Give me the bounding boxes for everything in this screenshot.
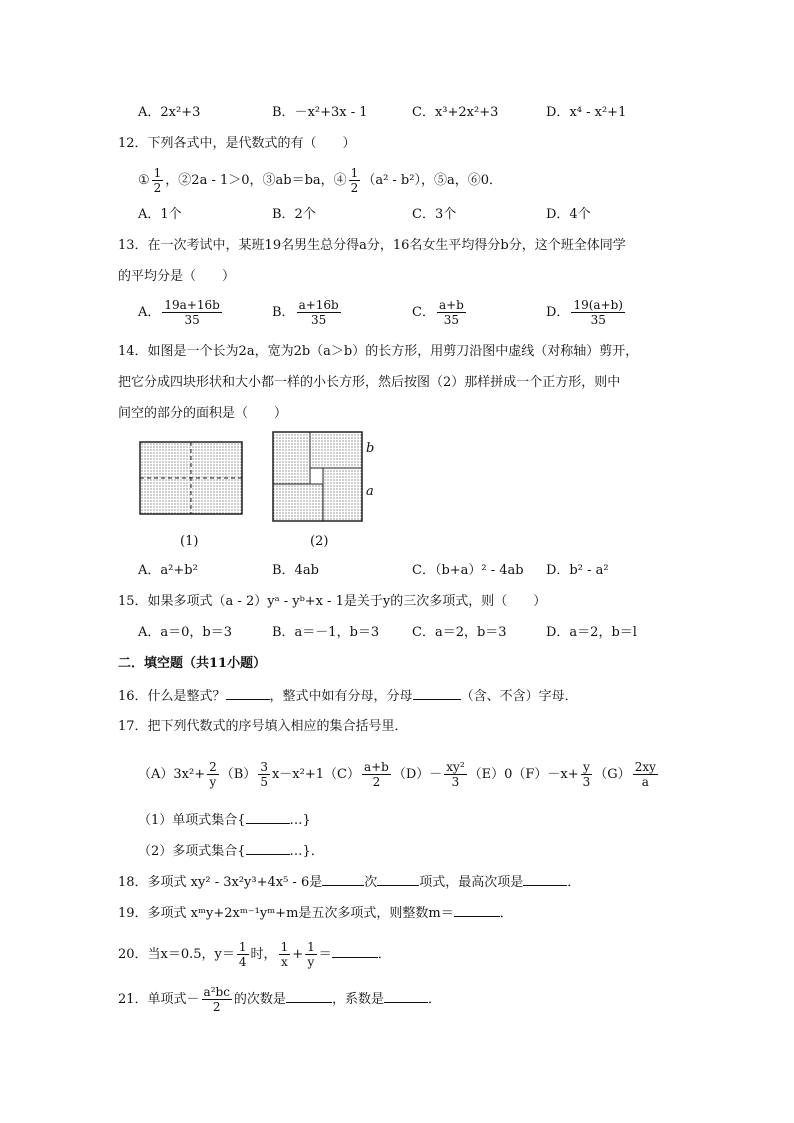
q11-option-a: A．2x²+3 — [138, 105, 201, 120]
q14-figure-2-caption: (2) — [310, 534, 329, 549]
q11-option-c: C．x³+2x²+3 — [412, 105, 499, 120]
q14-figures — [135, 428, 385, 528]
q18: 18．多项式 xy² - 3x²y³+4x⁵ - 6是 次 项式，最高次项是 ． — [118, 875, 581, 890]
q12-option-d: D．4个 — [546, 207, 591, 222]
q14-label-b: b — [366, 441, 375, 456]
q11-option-d: D．x⁴ - x²+1 — [546, 105, 627, 120]
q20-blank[interactable] — [332, 945, 378, 958]
section-2-heading: 二．填空题（共11小题） — [118, 656, 267, 671]
q13-stem-line2: 的平均分是（ ） — [118, 269, 236, 284]
q17-stem: 17．把下列代数式的序号填入相应的集合括号里． — [118, 719, 408, 734]
q13-option-d: D． $\frac{19(a+b)}{35}$ — [546, 298, 623, 327]
figure-1-rectangle — [140, 442, 242, 514]
q14-option-b: B．4ab — [272, 563, 319, 578]
q14-option-d: D．b² - a² — [546, 563, 609, 578]
q19: 19．多项式 xᵐy+2xᵐ⁻¹yᵐ+m是五次多项式，则整数m＝ ． — [118, 906, 513, 921]
q18-blank-3[interactable] — [523, 873, 567, 886]
q14-option-a: A．a²+b² — [138, 563, 198, 578]
q17-blank-2[interactable] — [246, 842, 290, 855]
q14-option-c: C．（b+a）² - 4ab — [412, 563, 524, 578]
q17-monomial-set: （1）单项式集合{ …} — [138, 813, 311, 828]
q16-blank-2[interactable] — [413, 687, 461, 700]
q20: 20．当x＝0.5，y＝ $\frac{1}{4}$ 时， $\frac{1}{x}$ + $\frac{1}{y}$ ＝ ． — [118, 940, 391, 969]
q11-option-b: B．－x²+3x - 1 — [272, 105, 368, 120]
q14-label-a: a — [366, 484, 374, 499]
q17-expressions: （A）3x²+ $\frac{2}{y}$ （B） $\frac{3}{5}$ x－x²+1（C） $\frac{a+b}{2}$ （D）－ $\frac{\text{xy²}}{3}$ （E）0（F）－x+ $\frac{y}{3}$ （G） $\frac{2xy}{a}$ — [138, 760, 656, 789]
q14-figure-1-caption: (1) — [180, 534, 199, 549]
q21: 21．单项式－ $\frac{\text{a²bc}}{2}$ 的次数是 ，系数是 ． — [118, 985, 441, 1014]
q19-blank[interactable] — [454, 904, 500, 917]
q16: 16．什么是整式？ ，整式中如有分母，分母 （含、不含）字母． — [118, 689, 578, 704]
q14-stem-line3: 间空的部分的面积是（ ） — [118, 406, 288, 421]
q14-stem-line1: 14．如图是一个长为2a，宽为2b（a＞b）的长方形，用剪刀沿图中虚线（对称轴）剪开， — [118, 344, 639, 359]
q15-option-b: B．a＝－1，b＝3 — [272, 625, 380, 640]
q13-option-a: A． $\frac{19a+16b}{35}$ — [138, 298, 220, 327]
q17-blank-1[interactable] — [246, 811, 290, 824]
q12-option-a: A．1个 — [138, 207, 182, 222]
figure-2-square — [273, 432, 362, 521]
q14-stem-line2: 把它分成四块形状和大小都一样的小长方形，然后按图（2）那样拼成一个正方形，则中 — [118, 375, 621, 390]
q18-blank-1[interactable] — [322, 873, 364, 886]
q13-option-c: C． $\frac{a+b}{35}$ — [412, 298, 464, 327]
q12-stem: 12．下列各式中，是代数式的有（ ） — [118, 136, 356, 151]
q12-option-c: C．3个 — [412, 207, 457, 222]
q16-blank-1[interactable] — [226, 687, 270, 700]
q17-polynomial-set: （2）多项式集合{ …}． — [138, 844, 324, 859]
q15-stem: 15．如果多项式（a - 2）yᵃ - yᵇ+x - 1是关于y的三次多项式，则（ ） — [118, 594, 547, 609]
q15-option-a: A．a＝0，b＝3 — [138, 625, 233, 640]
q21-blank-1[interactable] — [286, 990, 332, 1003]
q13-option-b: B． $\frac{a+16b}{35}$ — [272, 298, 339, 327]
q15-option-c: C．a＝2，b＝3 — [412, 625, 507, 640]
q15-option-d: D．a＝2，b＝l — [546, 625, 637, 640]
q12-option-b: B．2个 — [272, 207, 316, 222]
q12-items: ① $\frac{1}{2}$ ，②2a - 1＞0，③ab＝ba，④ $\frac{1}{2}$ （a² - b²），⑤a，⑥0． — [138, 166, 502, 195]
q18-blank-2[interactable] — [377, 873, 419, 886]
q13-stem-line1: 13．在一次考试中，某班19名男生总分得a分，16名女生平均得分b分，这个班全体同学 — [118, 238, 626, 253]
q21-blank-2[interactable] — [384, 990, 428, 1003]
